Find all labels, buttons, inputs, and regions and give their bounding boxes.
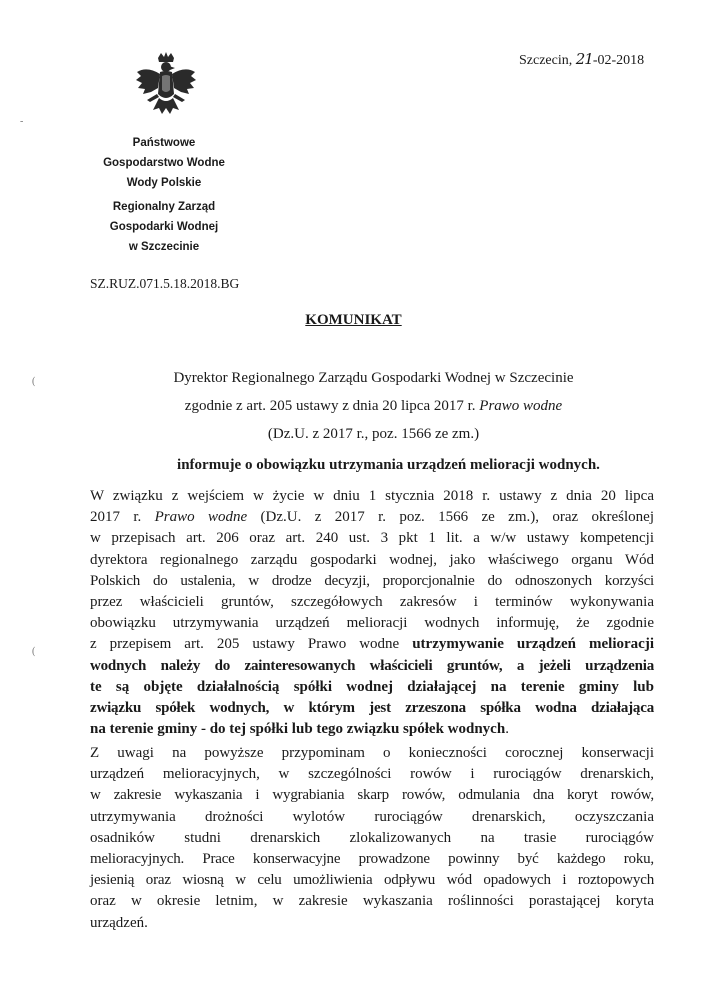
intro-line: Dyrektor Regionalnego Zarządu Gospodarki Wodnej w Szczecinie [173, 370, 574, 386]
paragraph-line [90, 634, 654, 655]
inform-heading: informuje o obowiązku utrzymania urządzeń melioracji wodnych. [177, 457, 600, 473]
institution-line: Gospodarstwo Wodne [103, 157, 225, 169]
paragraph-line: urządzeń melioracyjnych, w szczególności rowów i rurociągów drenarskich, [90, 766, 654, 783]
bold-text: utrzymywanie urządzeń melioracji [412, 636, 654, 653]
bold-text: na terenie gminy - do tej spółki lub tego związku spółek wodnych [90, 721, 506, 738]
intro-line [0, 392, 707, 420]
place: Szczecin, [519, 53, 573, 68]
paragraph-line: w zakresie wykaszania i wygrabiania skarp rowów, odmulania dna koryt rowów, [90, 787, 654, 804]
intro-line: (Dz.U. z 2017 r., poz. 1566 ze zm.) [267, 426, 480, 442]
paragraph-line: Z uwagi na powyższe przypominam o konieczności corocznej konserwacji [90, 745, 654, 761]
paragraph-line: W związku z wejściem w życie w dniu 1 stycznia 2018 r. ustawy z dnia 20 lipca [90, 488, 654, 504]
institution-name [64, 133, 264, 193]
reference-number: SZ.RUZ.071.5.18.2018.BG [90, 276, 240, 291]
paragraph-line: wodnych należy do zainteresowanych właścicieli gruntów, a jeżeli urządzenia [90, 657, 654, 674]
act-title: Prawo wodne [479, 398, 563, 414]
text: (Dz.U. z 2017 r. poz. 1566 ze zm.), oraz określonej [247, 509, 654, 526]
scan-mark: - [20, 116, 24, 127]
document-title: KOMUNIKAT [305, 312, 402, 328]
paragraph-line [90, 719, 654, 740]
paragraph-line: dyrektora regionalnego zarządu gospodarki wodnej, jako właściwego organu Wód [90, 551, 654, 568]
regional-office-name [64, 197, 264, 257]
institution-line: Wody Polskie [126, 177, 202, 189]
paragraph-line: związku spółek wodnych, w którym jest zrzeszona spółka wodna działająca [90, 700, 654, 717]
act-title: Prawo wodne [154, 509, 248, 526]
intro-text: zgodnie z art. 205 ustawy z dnia 20 lipca 2017 r. [184, 398, 480, 414]
paragraph-line: w przepisach art. 206 oraz art. 240 ust. 3 pkt 1 lit. a w/w ustawy kompetencji [90, 530, 654, 547]
paragraph-1 [90, 486, 654, 740]
institution-line: Regionalny Zarząd [112, 201, 216, 213]
paragraph-line: jesienią oraz wiosną w celu umożliwienia odpływu wód opadowych i roztopowych [90, 872, 654, 889]
paragraph-line: utrzymywania drożności wylotów rurociągów drenarskich, oczyszczania [90, 808, 654, 825]
institution-line: Państwowe [132, 137, 196, 149]
paragraph-2 [90, 743, 654, 934]
paragraph-line [90, 507, 654, 528]
paragraph-line: urządzeń. [90, 914, 148, 931]
paragraph-line: te są objęte działalnością spółki wodnej działającej na terenie gminy lub [90, 678, 654, 695]
text: z przepisem art. 205 ustawy Prawo wodne [90, 636, 413, 653]
paragraph-line: Polskich do ustalenia, w drodze decyzji, proporcjonalnie do odnoszonych korzyści [90, 572, 654, 589]
paragraph-line: melioracyjnych. Prace konserwacyjne prowadzone powinny być każdego roku, [90, 851, 654, 868]
text: 2017 r. [90, 509, 155, 526]
polish-eagle-emblem-icon [135, 52, 197, 122]
scan-mark: ( [32, 376, 36, 387]
paragraph-line: oraz w okresie letnim, w zakresie wykaszania roślinności porastającej koryta [90, 893, 654, 910]
institution-line: w Szczecinie [128, 241, 200, 253]
intro-block [0, 364, 707, 448]
paragraph-line: obowiązku utrzymywania urządzeń melioracji wodnych informuję, że zgodnie [90, 615, 654, 632]
handwritten-day: 21 [575, 50, 593, 68]
place-date [519, 50, 644, 69]
institution-line: Gospodarki Wodnej [109, 221, 219, 233]
text: . [505, 721, 509, 738]
date-rest: -02-2018 [592, 53, 645, 68]
paragraph-line: przez właścicieli gruntów, szczegółowych zakresów i terminów wykonywania [90, 594, 654, 611]
scan-mark: ( [32, 646, 36, 657]
paragraph-line: osadników studni drenarskich zlokalizowanych na trasie rurociągów [90, 829, 654, 846]
